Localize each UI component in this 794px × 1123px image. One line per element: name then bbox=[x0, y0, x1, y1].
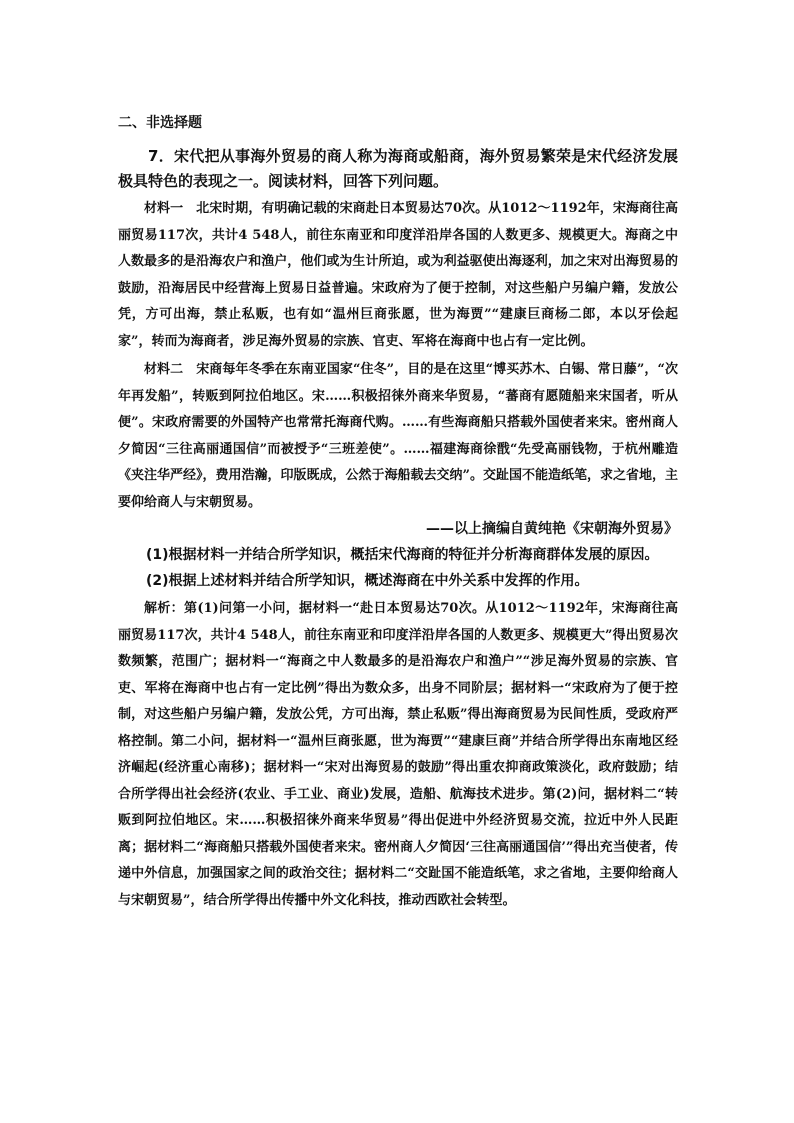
material-two: 材料二 宋商每年冬季在东南亚国家“住冬”，目的是在这里“博买苏木、白锡、常日藤”，“次年再发船”，转贩到阿拉伯地区。宋……积极招徕外商来华贸易，“蕃商有愿随船来宋国者，听从便”。宋政府需要的外国特产也常常托海商代购。……有些海商船只搭载外国使者来宋。密州商人夕简因“三往高丽通国信”而被授予“三班差使”。……福建海商徐戬“先受高丽钱物，于杭州雕造《夹注华严经》，费用浩瀚，印版既成，公然于海船载去交纳”。交趾国不能造纸笔，求之省地，主要仰给商人与宋朝贸易。 bbox=[118, 362, 678, 510]
sub-question-1: (1)根据材料一并结合所学知识，概括宋代海商的特征并分析海商群体发展的原因。 bbox=[146, 547, 659, 563]
document-page bbox=[118, 112, 678, 914]
material-source: ——以上摘编自黄纯艳《宋朝海外贸易》 bbox=[426, 521, 678, 537]
question-intro: 7．宋代把从事海外贸易的商人称为海商或船商，海外贸易繁荣是宋代经济发展极具特色的表现之一。阅读材料，回答下列问题。 bbox=[118, 147, 678, 190]
analysis-text: 解析：第(1)问第一小问，据材料一“赴日本贸易达70次。从1012～1192年，宋海商往高丽贸易117次，共计4 548人，前往东南亚和印度洋沿岸各国的人数更多、规模更大”得出贸易次数频繁，范围广；据材料一“海商之中人数最多的是沿海农户和渔户”“涉足海外贸易的宗族、官吏、军将在海商中也占有一定比例”得出为数众多，出身不同阶层；据材料一“宋政府为了便于控制，对这些船户另编户籍，发放公凭，方可出海，禁止私贩”得出海商贸易为民间性质，受政府严格控制。第二小问，据材料一“温州巨商张愿，世为海贾”“建康巨商”并结合所学得出东南地区经济崛起(经济重心南移)；据材料一“宋对出海贸易的鼓励”得出重农抑商政策淡化，政府鼓励；结合所学得出社会经济(农业、手工业、商业)发展，造船、航海技术进步。第(2)问，据材料二“转贩到阿拉伯地区。宋……积极招徕外商来华贸易”得出促进中外经济贸易交流，拉近中外人民距离；据材料二“海商船只搭载外国使者来宋。密州商人夕简因‘三往高丽通国信’”得出充当使者，传递中外信息，加强国家之间的政治交往；据材料二“交趾国不能造纸笔，求之省地，主要仰给商人与宋朝贸易”，结合所学得出传播中外文化科技，推动西欧社会转型。 bbox=[118, 601, 678, 908]
material-one: 材料一 北宋时期，有明确记载的宋商赴日本贸易达70次。从1012～1192年，宋海商往高丽贸易117次，共计4 548人，前往东南亚和印度洋沿岸各国的人数更多、规模更大。海商之中人数最多的是沿海农户和渔户，他们或为生计所迫，或为利益驱使出海逐利，加之宋对出海贸易的鼓励，沿海居民中经营海上贸易日益普遍。宋政府为了便于控制，对这些船户另编户籍，发放公凭，方可出海，禁止私贩，也有如“温州巨商张愿，世为海贾”“建康巨商杨二郎，本以牙侩起家”，转而为海商者，涉足海外贸易的宗族、官吏、军将在海商中也占有一定比例。 bbox=[118, 201, 678, 349]
sub-question-2: (2)根据上述材料并结合所学知识，概述海商在中外关系中发挥的作用。 bbox=[146, 573, 589, 589]
section-title: 二、非选择题 bbox=[118, 115, 202, 131]
